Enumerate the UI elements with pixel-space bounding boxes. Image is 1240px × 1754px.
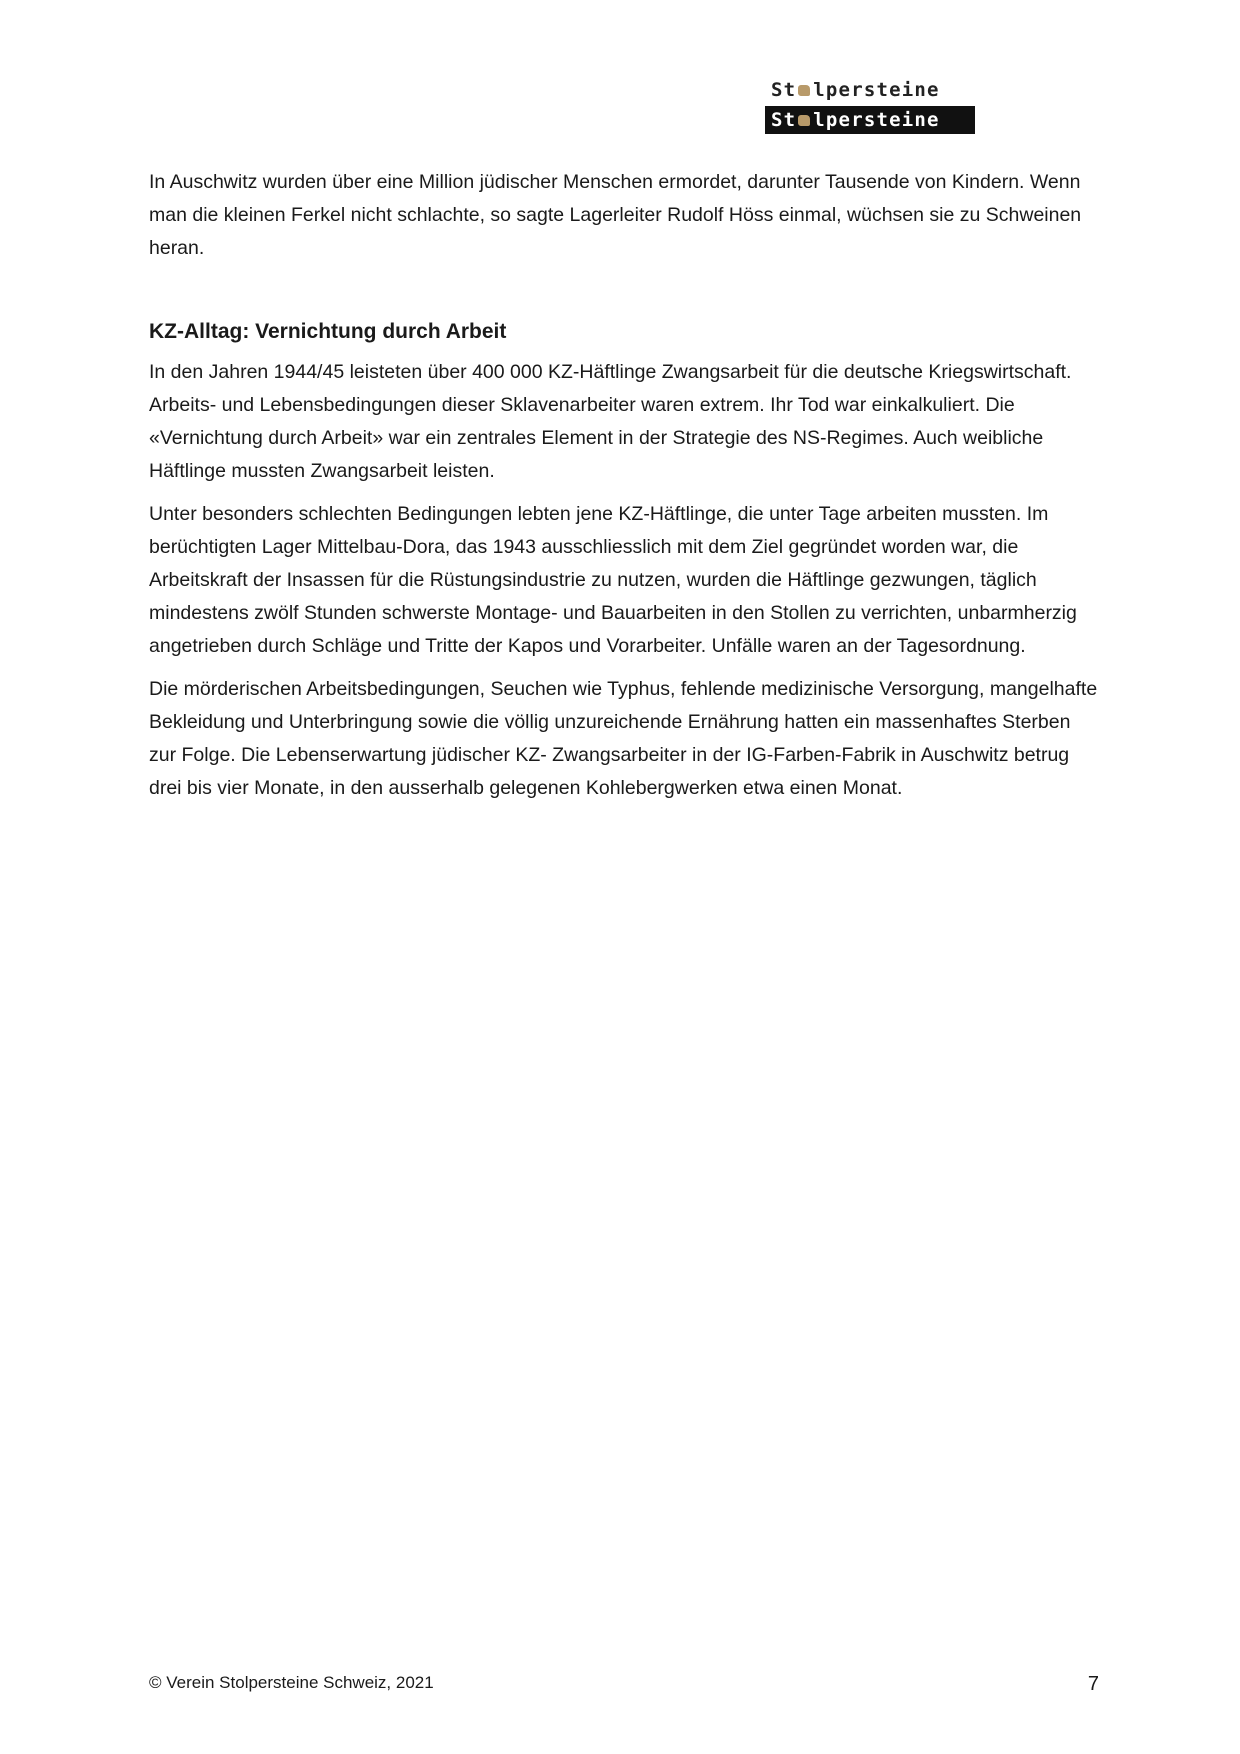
stone-icon: [798, 115, 810, 126]
logo-wordmark-dark: [765, 106, 975, 134]
intro-paragraph: In Auschwitz wurden über eine Million jüdischer Menschen ermordet, darunter Tausende von Kindern. Wenn man die kleinen Ferkel nicht schlachte, so sagte Lagerleiter Rudolf Höss einmal, wüchsen sie zu Schweinen heran.: [149, 171, 1082, 259]
section-heading: KZ-Alltag: Vernichtung durch Arbeit: [149, 320, 507, 343]
stone-icon: [798, 85, 810, 96]
section-paragraph: In den Jahren 1944/45 leisteten über 400 000 KZ-Häftlinge Zwangsarbeit für die deutsche Kriegswirtschaft. Arbeits- und Lebensbedingungen dieser Sklavenarbeiter waren extrem. Ihr Tod war einkalkuliert. Die «Vernichtung durch Arbeit» war ein zentrales Element in der Strategie des NS-Regimes. Auch weibliche Häftlinge mussten Zwangsarbeit leisten.: [149, 361, 1072, 482]
section-paragraph: Die mörderischen Arbeitsbedingungen, Seuchen wie Typhus, fehlende medizinische Versorgung, mangelhafte Bekleidung und Unterbringung sowie die völlig unzureichende Ernährung hatten ein massenhaftes Sterben zur Folge. Die Lebenserwartung jüdischer KZ- Zwangsarbeiter in der IG-Farben-Fabrik in Auschwitz betrug drei bis vier Monate, in den ausserhalb gelegenen Kohlebergwerken etwa einen Monat.: [149, 678, 1098, 799]
logo-wordmark-light: [765, 76, 975, 104]
logo: [765, 76, 975, 134]
logo-prefix: St: [771, 79, 797, 101]
page-number: 7: [1087, 1673, 1099, 1695]
logo-suffix: lpersteine: [813, 79, 940, 101]
document-body: [149, 166, 1099, 815]
footer-copyright: © Verein Stolpersteine Schweiz, 2021: [149, 1673, 434, 1692]
logo-suffix: lpersteine: [813, 109, 940, 131]
logo-prefix: St: [771, 109, 797, 131]
section-paragraph: Unter besonders schlechten Bedingungen lebten jene KZ-Häftlinge, die unter Tage arbeiten mussten. Im berüchtigten Lager Mittelbau-Dora, das 1943 ausschliesslich mit dem Ziel gegründet worden war, die Arbeitskraft der Insassen für die Rüstungsindustrie zu nutzen, wurden die Häftlinge gezwungen, täglich mindestens zwölf Stunden schwerste Montage- und Bauarbeiten in den Stollen zu verrichten, unbarmherzig angetrieben durch Schläge und Tritte der Kapos und Vorarbeiter. Unfälle waren an der Tagesordnung.: [149, 503, 1077, 657]
